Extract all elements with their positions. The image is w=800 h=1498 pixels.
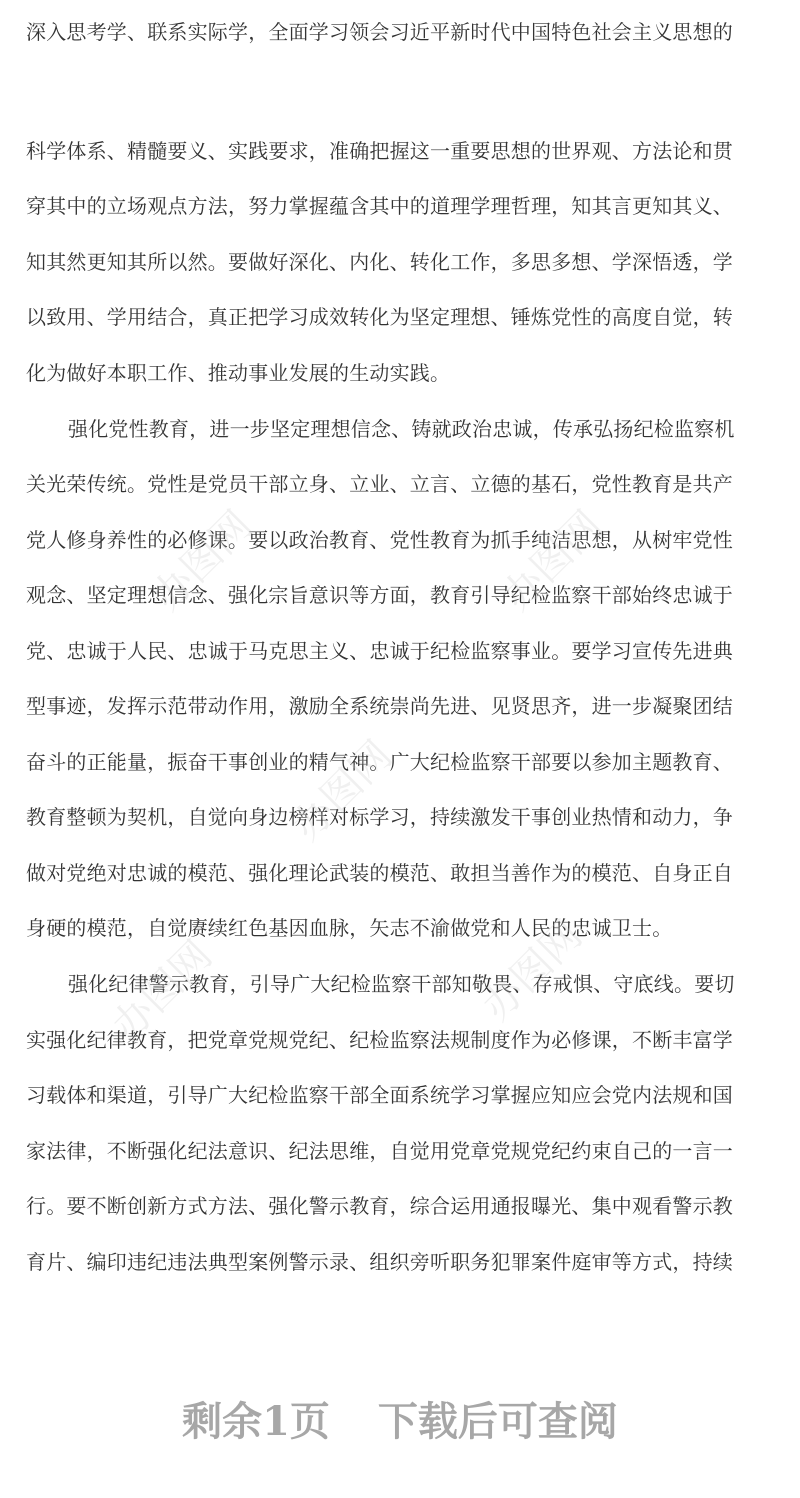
- paragraph-first-line: 强化党性教育，进一步坚定理想信念、铸就政治忠诚，传承弘扬纪检监察机: [68, 417, 735, 441]
- paragraph-first-line: 强化纪律警示教育，引导广大纪检监察干部知敬畏、存戒惧、守底线。要切: [68, 972, 735, 996]
- watermark: 办图网: [103, 932, 222, 1050]
- text-line: 奋斗的正能量，振奋干事创业的精气神。广大纪检监察干部要以参加主题教育、: [26, 750, 733, 774]
- text-line: 实强化纪律教育，把党章党规党纪、纪检监察法规制度作为必修课，不断丰富学: [26, 1028, 733, 1052]
- text-line: 关光荣传统。党性是党员干部立身、立业、立言、立德的基石，党性教育是共产: [26, 472, 733, 496]
- text-line: 行。要不断创新方式方法、强化警示教育，综合运用通报曝光、集中观看警示教: [26, 1194, 733, 1218]
- text-line: 家法律，不断强化纪法意识、纪法思维，自觉用党章党规党纪约束自己的一言一: [26, 1139, 733, 1163]
- text-line: 教育整顿为契机，自觉向身边榜样对标学习，持续激发干事创业热情和动力，争: [26, 805, 733, 829]
- download-to-view-label: 下载后可查阅: [377, 1398, 618, 1445]
- text-line: 育片、编印违纪违法典型案例警示录、组织旁听职务犯罪案件庭审等方式，持续: [26, 1250, 733, 1274]
- text-line: 穿其中的立场观点方法，努力掌握蕴含其中的道理学理哲理，知其言更知其义、: [26, 194, 733, 218]
- watermark: 办图网: [473, 912, 592, 1030]
- text-line: 习载体和渠道，引导广大纪检监察干部全面系统学习掌握应知应会党内法规和国: [26, 1083, 733, 1107]
- text-line: 党、忠诚于人民、忠诚于马克思主义、忠诚于纪检监察事业。要学习宣传先进典: [26, 639, 733, 663]
- text-line: 型事迹，发挥示范带动作用，激励全系统崇尚先进、见贤思齐，进一步凝聚团结: [26, 694, 733, 718]
- watermark: 办图网: [493, 502, 612, 620]
- text-line: 化为做好本职工作、推动事业发展的生动实践。: [26, 361, 451, 385]
- watermark: 办图网: [143, 502, 262, 620]
- text-line: 身硬的模范，自觉赓续红色基因血脉，矢志不渝做党和人民的忠诚卫士。: [26, 916, 673, 940]
- watermark: 办图网: [283, 732, 402, 850]
- text-line: 做对党绝对忠诚的模范、强化理论武装的模范、敢担当善作为的模范、自身正自: [26, 861, 733, 885]
- text-line: 科学体系、精髓要义、实践要求，准确把握这一重要思想的世界观、方法论和贯: [26, 139, 733, 163]
- text-line: 观念、坚定理想信念、强化宗旨意识等方面，教育引导纪检监察干部始终忠诚于: [26, 583, 733, 607]
- text-line: 党人修身养性的必修课。要以政治教育、党性教育为抓手纯洁思想，从树牢党性: [26, 528, 733, 552]
- text-line: 知其然更知其所以然。要做好深化、内化、转化工作，多思多想、学深悟透，学: [26, 250, 733, 274]
- text-line: 以致用、学用结合，真正把学习成效转化为坚定理想、锤炼党性的高度自觉，转: [26, 305, 733, 329]
- text-line: 深入思考学、联系实际学，全面学习领会习近平新时代中国特色社会主义思想的: [26, 20, 733, 44]
- download-banner[interactable]: [0, 1392, 800, 1452]
- remaining-pages-label: 剩余1页: [182, 1398, 330, 1445]
